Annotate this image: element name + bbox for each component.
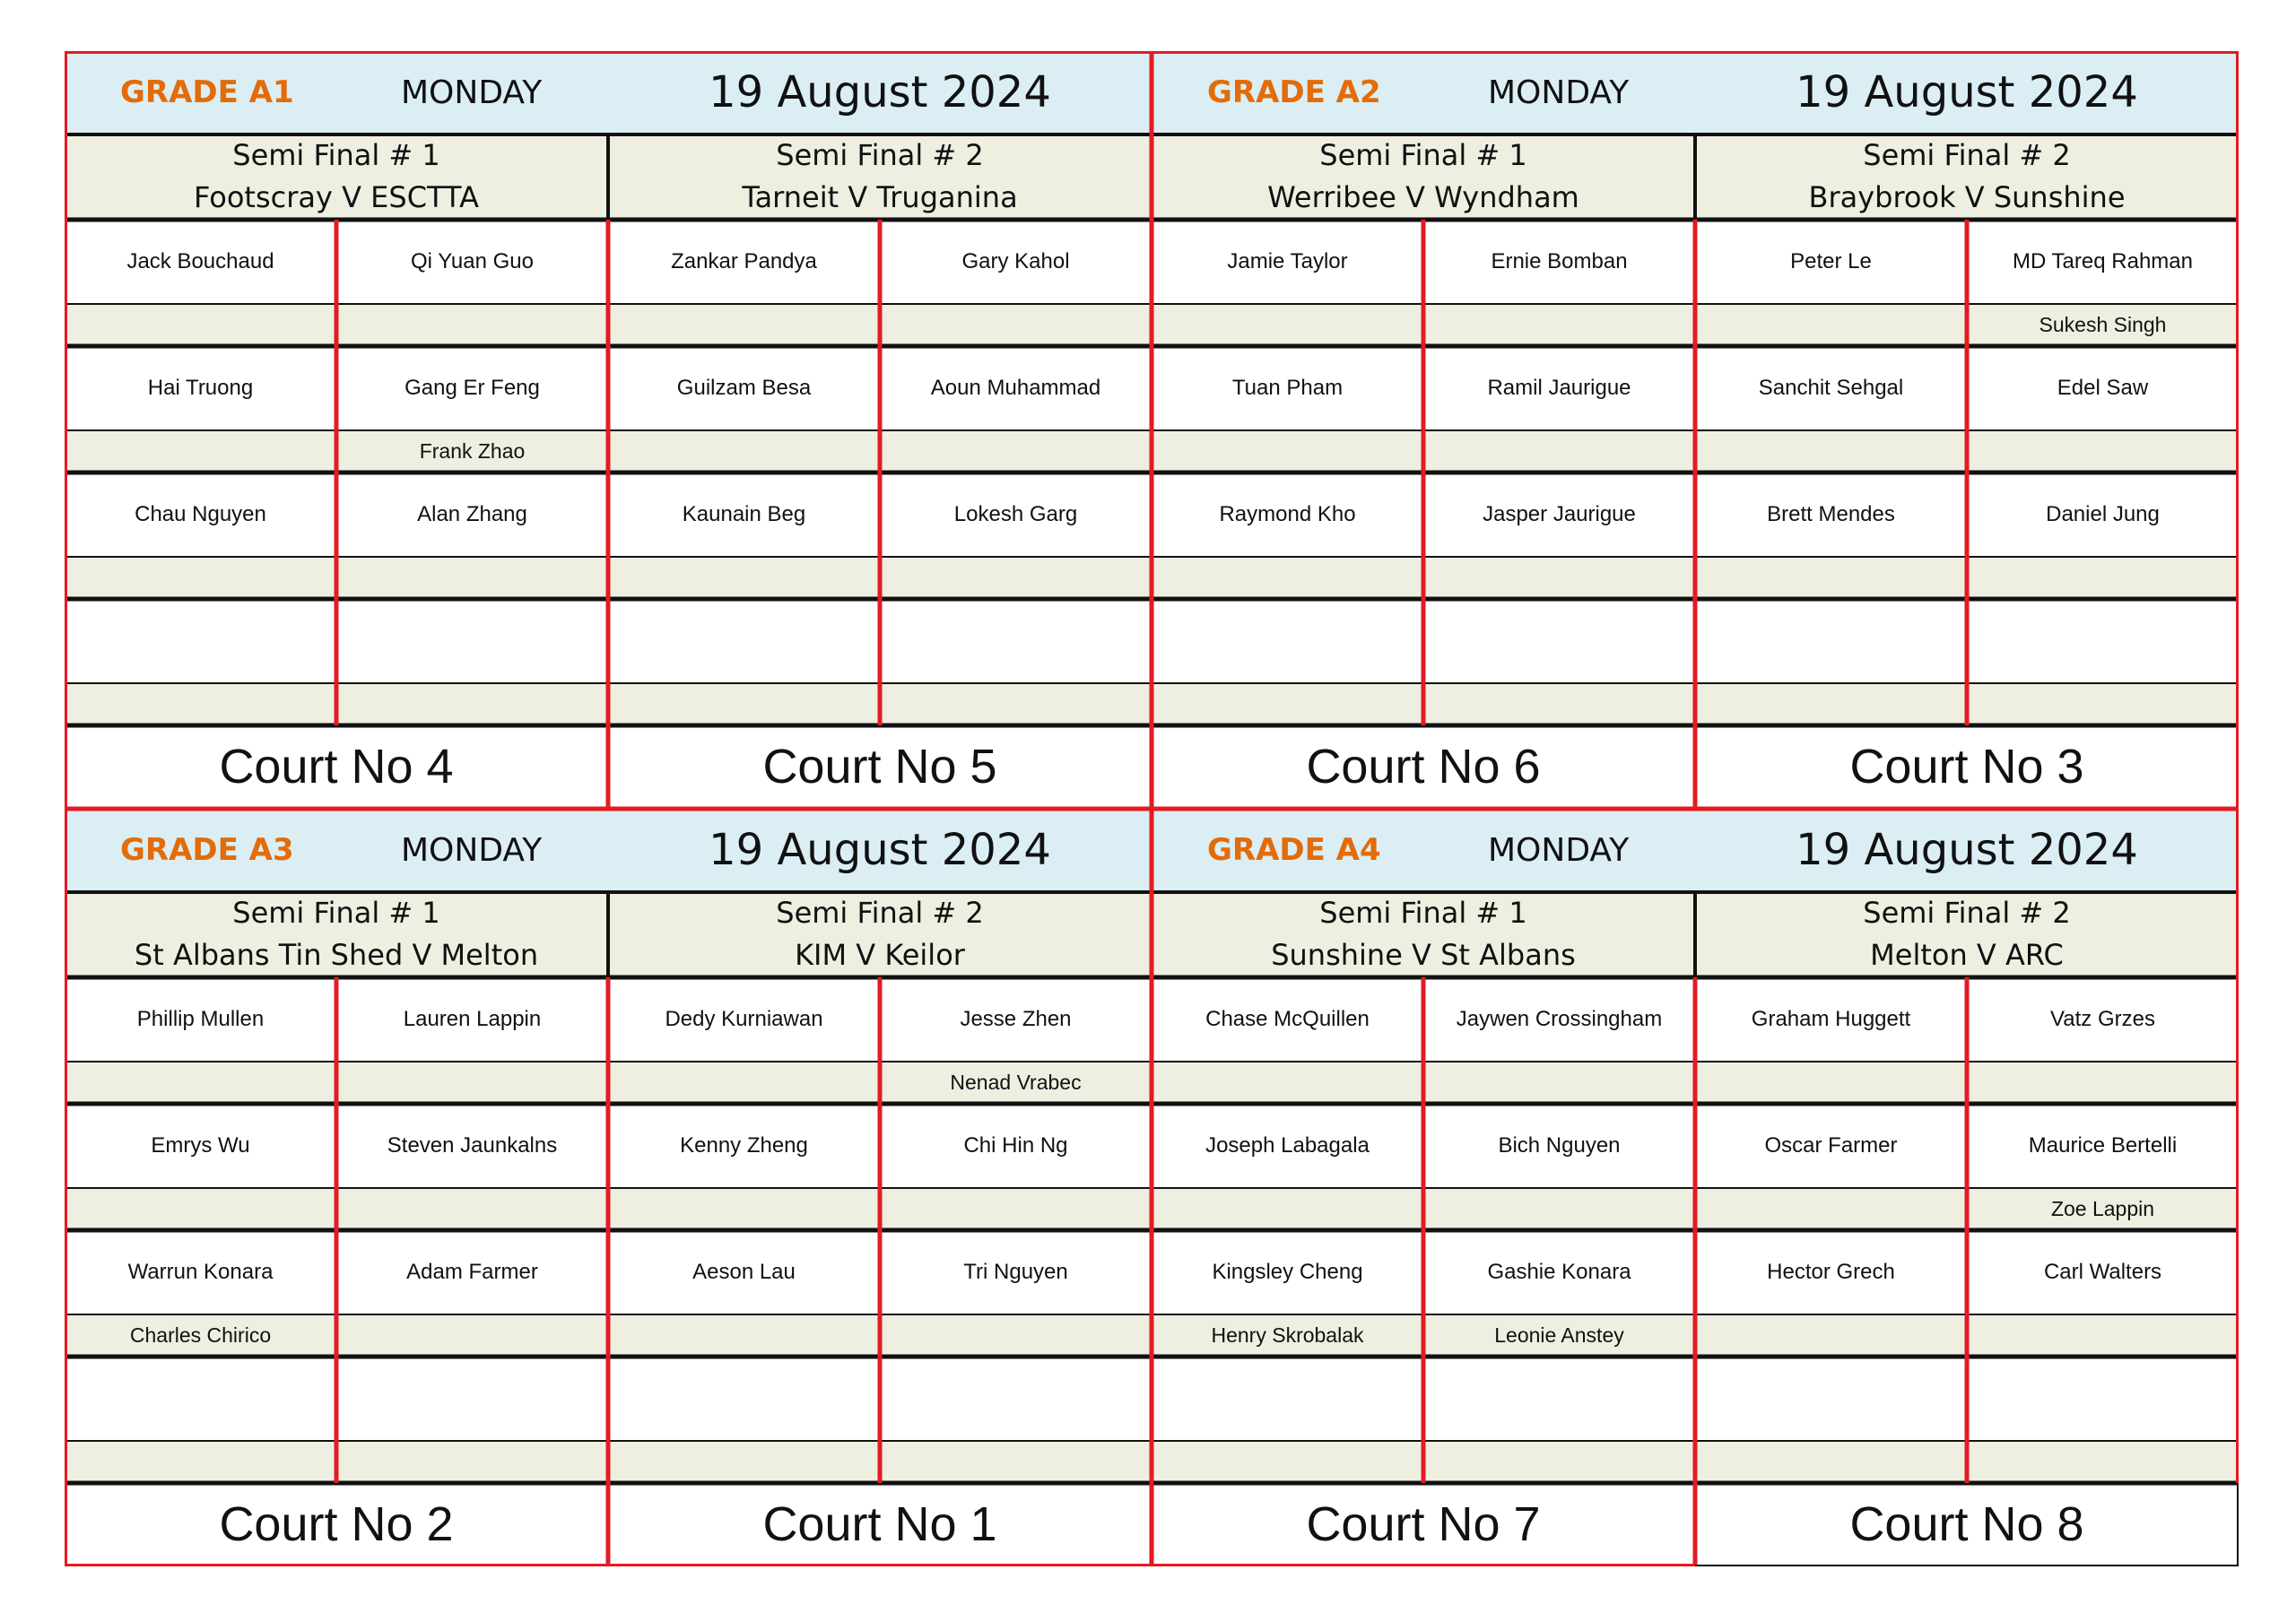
player-row bbox=[1695, 599, 2239, 725]
away-player: Gary Kahol bbox=[880, 220, 1152, 304]
grade-block bbox=[65, 809, 1152, 1566]
grade-header bbox=[1152, 51, 2239, 134]
away-substitute bbox=[1423, 557, 1695, 599]
away-substitute bbox=[880, 557, 1152, 599]
away-player bbox=[336, 599, 608, 683]
match-title: Semi Final # 2 bbox=[776, 138, 984, 172]
player-row bbox=[65, 346, 608, 473]
player-row bbox=[608, 1230, 1152, 1357]
player-row bbox=[608, 220, 1152, 346]
home-substitute bbox=[65, 1062, 336, 1104]
away-player: Qi Yuan Guo bbox=[336, 220, 608, 304]
home-substitute bbox=[65, 304, 336, 346]
away-player bbox=[880, 599, 1152, 683]
home-player: Chase McQuillen bbox=[1152, 977, 1423, 1062]
match-block bbox=[608, 134, 1152, 809]
match-teams: Footscray V ESCTTA bbox=[194, 180, 479, 214]
player-row bbox=[1152, 346, 1695, 473]
home-player: Jack Bouchaud bbox=[65, 220, 336, 304]
court-number: Court No 3 bbox=[1695, 725, 2239, 809]
match-block bbox=[65, 892, 608, 1566]
player-row bbox=[608, 346, 1152, 473]
home-player: Hai Truong bbox=[65, 346, 336, 430]
match-block bbox=[65, 134, 608, 809]
home-substitute bbox=[608, 683, 880, 725]
grade-name: GRADE A4 bbox=[1207, 832, 1381, 868]
away-substitute: Sukesh Singh bbox=[1967, 304, 2239, 346]
grade-day: MONDAY bbox=[401, 74, 543, 111]
match-teams: Tarneit V Truganina bbox=[742, 180, 1018, 214]
player-row bbox=[608, 473, 1152, 599]
home-player bbox=[608, 599, 880, 683]
away-substitute bbox=[336, 1188, 608, 1230]
player-row bbox=[65, 599, 608, 725]
home-player: Chau Nguyen bbox=[65, 473, 336, 557]
home-player: Kingsley Cheng bbox=[1152, 1230, 1423, 1314]
home-substitute: Henry Skrobalak bbox=[1152, 1314, 1423, 1357]
home-substitute bbox=[1152, 557, 1423, 599]
grade-header bbox=[65, 809, 1152, 892]
away-player: Jasper Jaurigue bbox=[1423, 473, 1695, 557]
home-player: Kaunain Beg bbox=[608, 473, 880, 557]
home-substitute bbox=[1695, 1314, 1967, 1357]
home-substitute bbox=[1695, 1441, 1967, 1483]
court-number: Court No 6 bbox=[1152, 725, 1695, 809]
away-substitute bbox=[336, 557, 608, 599]
away-player: Tri Nguyen bbox=[880, 1230, 1152, 1314]
grade-name: GRADE A1 bbox=[120, 74, 294, 110]
home-substitute bbox=[65, 557, 336, 599]
match-block bbox=[1695, 134, 2239, 809]
grade-day: MONDAY bbox=[1488, 832, 1630, 869]
away-player: Lokesh Garg bbox=[880, 473, 1152, 557]
home-player: Emrys Wu bbox=[65, 1104, 336, 1188]
player-row bbox=[1152, 977, 1695, 1104]
away-substitute bbox=[880, 1188, 1152, 1230]
away-substitute bbox=[336, 304, 608, 346]
home-player: Aeson Lau bbox=[608, 1230, 880, 1314]
home-player: Tuan Pham bbox=[1152, 346, 1423, 430]
player-row bbox=[1695, 1357, 2239, 1483]
home-substitute bbox=[65, 683, 336, 725]
away-player bbox=[1423, 1357, 1695, 1441]
away-substitute bbox=[1967, 1314, 2239, 1357]
away-substitute bbox=[880, 430, 1152, 473]
player-row bbox=[65, 473, 608, 599]
player-row bbox=[608, 977, 1152, 1104]
player-row bbox=[1695, 346, 2239, 473]
player-row bbox=[65, 977, 608, 1104]
away-player: Gang Er Feng bbox=[336, 346, 608, 430]
match-teams: Werribee V Wyndham bbox=[1267, 180, 1579, 214]
away-player: Ernie Bomban bbox=[1423, 220, 1695, 304]
away-player: Maurice Bertelli bbox=[1967, 1104, 2239, 1188]
grade-block bbox=[65, 51, 1152, 809]
match-title: Semi Final # 1 bbox=[1319, 896, 1527, 930]
away-substitute bbox=[1967, 430, 2239, 473]
match-teams: Braybrook V Sunshine bbox=[1808, 180, 2126, 214]
match-block bbox=[1152, 892, 1695, 1566]
player-rows bbox=[1152, 977, 1695, 1483]
home-player bbox=[65, 599, 336, 683]
match-title: Semi Final # 1 bbox=[232, 896, 440, 930]
grade-date: 19 August 2024 bbox=[1796, 67, 2138, 117]
match-title: Semi Final # 1 bbox=[1319, 138, 1527, 172]
away-substitute bbox=[336, 1441, 608, 1483]
match-header bbox=[1695, 892, 2239, 977]
away-player: Aoun Muhammad bbox=[880, 346, 1152, 430]
match-header bbox=[608, 134, 1152, 220]
away-substitute bbox=[880, 683, 1152, 725]
match-header bbox=[1695, 134, 2239, 220]
away-player: Daniel Jung bbox=[1967, 473, 2239, 557]
player-row bbox=[1695, 220, 2239, 346]
home-player: Peter Le bbox=[1695, 220, 1967, 304]
home-substitute bbox=[65, 430, 336, 473]
court-number: Court No 8 bbox=[1695, 1483, 2239, 1566]
court-number: Court No 2 bbox=[65, 1483, 608, 1566]
match-header bbox=[65, 134, 608, 220]
away-substitute bbox=[336, 683, 608, 725]
home-substitute bbox=[1152, 683, 1423, 725]
player-row bbox=[1152, 1104, 1695, 1230]
home-substitute bbox=[1695, 304, 1967, 346]
home-substitute bbox=[608, 1441, 880, 1483]
home-substitute bbox=[1152, 1188, 1423, 1230]
away-substitute: Zoe Lappin bbox=[1967, 1188, 2239, 1230]
home-substitute bbox=[608, 430, 880, 473]
player-row bbox=[608, 1357, 1152, 1483]
away-substitute bbox=[880, 1314, 1152, 1357]
away-substitute bbox=[880, 304, 1152, 346]
match-title: Semi Final # 1 bbox=[232, 138, 440, 172]
away-player bbox=[880, 1357, 1152, 1441]
away-substitute bbox=[1967, 683, 2239, 725]
player-row bbox=[1695, 977, 2239, 1104]
away-player: Bich Nguyen bbox=[1423, 1104, 1695, 1188]
away-player: Carl Walters bbox=[1967, 1230, 2239, 1314]
away-substitute: Frank Zhao bbox=[336, 430, 608, 473]
home-substitute bbox=[608, 557, 880, 599]
grade-block bbox=[1152, 809, 2239, 1566]
match-header bbox=[608, 892, 1152, 977]
home-player: Guilzam Besa bbox=[608, 346, 880, 430]
home-substitute bbox=[608, 304, 880, 346]
home-substitute bbox=[608, 1188, 880, 1230]
home-player: Kenny Zheng bbox=[608, 1104, 880, 1188]
court-number: Court No 7 bbox=[1152, 1483, 1695, 1566]
match-block bbox=[1695, 892, 2239, 1566]
player-row bbox=[1695, 1104, 2239, 1230]
fixture-sheet bbox=[65, 51, 2239, 1566]
away-player: Edel Saw bbox=[1967, 346, 2239, 430]
home-player: Jamie Taylor bbox=[1152, 220, 1423, 304]
grade-header bbox=[1152, 809, 2239, 892]
home-player bbox=[1152, 599, 1423, 683]
player-row bbox=[65, 220, 608, 346]
home-player bbox=[1695, 1357, 1967, 1441]
away-player: Chi Hin Ng bbox=[880, 1104, 1152, 1188]
grade-day: MONDAY bbox=[1488, 74, 1630, 111]
grade-date: 19 August 2024 bbox=[709, 825, 1051, 875]
home-substitute bbox=[1152, 304, 1423, 346]
match-block bbox=[1152, 134, 1695, 809]
player-rows bbox=[65, 220, 608, 725]
home-player bbox=[65, 1357, 336, 1441]
away-player bbox=[1967, 1357, 2239, 1441]
home-substitute: Charles Chirico bbox=[65, 1314, 336, 1357]
away-substitute bbox=[1423, 1441, 1695, 1483]
home-substitute bbox=[1695, 1188, 1967, 1230]
away-substitute bbox=[336, 1062, 608, 1104]
home-substitute bbox=[1695, 430, 1967, 473]
player-row bbox=[1152, 1357, 1695, 1483]
grade-day: MONDAY bbox=[401, 832, 543, 869]
player-row bbox=[1152, 1230, 1695, 1357]
player-rows bbox=[1152, 220, 1695, 725]
home-player: Oscar Farmer bbox=[1695, 1104, 1967, 1188]
home-player: Phillip Mullen bbox=[65, 977, 336, 1062]
player-row bbox=[1695, 473, 2239, 599]
home-player: Sanchit Sehgal bbox=[1695, 346, 1967, 430]
home-substitute bbox=[1695, 1062, 1967, 1104]
home-player bbox=[1695, 599, 1967, 683]
away-substitute bbox=[1423, 1188, 1695, 1230]
home-substitute bbox=[1152, 1062, 1423, 1104]
court-number: Court No 1 bbox=[608, 1483, 1152, 1566]
match-header bbox=[1152, 892, 1695, 977]
grade-date: 19 August 2024 bbox=[709, 67, 1051, 117]
player-row bbox=[608, 599, 1152, 725]
home-player: Joseph Labagala bbox=[1152, 1104, 1423, 1188]
grade-block bbox=[1152, 51, 2239, 809]
away-player: Adam Farmer bbox=[336, 1230, 608, 1314]
away-player: Jaywen Crossingham bbox=[1423, 977, 1695, 1062]
away-substitute bbox=[1423, 430, 1695, 473]
player-rows bbox=[1695, 220, 2239, 725]
grade-name: GRADE A3 bbox=[120, 832, 294, 868]
home-player: Warrun Konara bbox=[65, 1230, 336, 1314]
player-row bbox=[1152, 220, 1695, 346]
away-player: Alan Zhang bbox=[336, 473, 608, 557]
match-teams: KIM V Keilor bbox=[795, 938, 965, 972]
court-number: Court No 5 bbox=[608, 725, 1152, 809]
home-player bbox=[608, 1357, 880, 1441]
away-player: MD Tareq Rahman bbox=[1967, 220, 2239, 304]
home-substitute bbox=[1152, 430, 1423, 473]
home-player: Zankar Pandya bbox=[608, 220, 880, 304]
grade-header bbox=[65, 51, 1152, 134]
home-player: Raymond Kho bbox=[1152, 473, 1423, 557]
away-player: Lauren Lappin bbox=[336, 977, 608, 1062]
sheet-half bbox=[65, 51, 2239, 809]
player-row bbox=[608, 1104, 1152, 1230]
match-title: Semi Final # 2 bbox=[1863, 138, 2071, 172]
player-rows bbox=[608, 220, 1152, 725]
match-teams: St Albans Tin Shed V Melton bbox=[134, 938, 539, 972]
away-player: Gashie Konara bbox=[1423, 1230, 1695, 1314]
home-substitute bbox=[608, 1314, 880, 1357]
match-header bbox=[65, 892, 608, 977]
home-substitute bbox=[1695, 683, 1967, 725]
match-header bbox=[1152, 134, 1695, 220]
away-substitute bbox=[1423, 304, 1695, 346]
away-player: Ramil Jaurigue bbox=[1423, 346, 1695, 430]
away-substitute bbox=[1967, 557, 2239, 599]
away-player: Jesse Zhen bbox=[880, 977, 1152, 1062]
home-player: Dedy Kurniawan bbox=[608, 977, 880, 1062]
match-title: Semi Final # 2 bbox=[1863, 896, 2071, 930]
player-row bbox=[1695, 1230, 2239, 1357]
home-player bbox=[1152, 1357, 1423, 1441]
grade-name: GRADE A2 bbox=[1207, 74, 1381, 110]
home-substitute bbox=[1695, 557, 1967, 599]
home-substitute bbox=[1152, 1441, 1423, 1483]
player-rows bbox=[65, 977, 608, 1483]
match-teams: Melton V ARC bbox=[1870, 938, 2064, 972]
match-block bbox=[608, 892, 1152, 1566]
away-player bbox=[1967, 599, 2239, 683]
court-number: Court No 4 bbox=[65, 725, 608, 809]
away-substitute: Nenad Vrabec bbox=[880, 1062, 1152, 1104]
away-player bbox=[1423, 599, 1695, 683]
home-player: Brett Mendes bbox=[1695, 473, 1967, 557]
away-substitute bbox=[336, 1314, 608, 1357]
away-player: Steven Jaunkalns bbox=[336, 1104, 608, 1188]
home-player: Graham Huggett bbox=[1695, 977, 1967, 1062]
player-rows bbox=[608, 977, 1152, 1483]
home-substitute bbox=[608, 1062, 880, 1104]
away-substitute bbox=[880, 1441, 1152, 1483]
player-row bbox=[65, 1104, 608, 1230]
away-substitute bbox=[1423, 683, 1695, 725]
player-row bbox=[1152, 473, 1695, 599]
away-substitute bbox=[1967, 1441, 2239, 1483]
away-substitute: Leonie Anstey bbox=[1423, 1314, 1695, 1357]
match-teams: Sunshine V St Albans bbox=[1271, 938, 1576, 972]
player-row bbox=[65, 1357, 608, 1483]
home-substitute bbox=[65, 1441, 336, 1483]
away-player: Vatz Grzes bbox=[1967, 977, 2239, 1062]
home-substitute bbox=[65, 1188, 336, 1230]
away-substitute bbox=[1967, 1062, 2239, 1104]
grade-date: 19 August 2024 bbox=[1796, 825, 2138, 875]
player-rows bbox=[1695, 977, 2239, 1483]
player-row bbox=[65, 1230, 608, 1357]
away-substitute bbox=[1423, 1062, 1695, 1104]
sheet-half bbox=[65, 809, 2239, 1566]
away-player bbox=[336, 1357, 608, 1441]
home-player: Hector Grech bbox=[1695, 1230, 1967, 1314]
player-row bbox=[1152, 599, 1695, 725]
match-title: Semi Final # 2 bbox=[776, 896, 984, 930]
